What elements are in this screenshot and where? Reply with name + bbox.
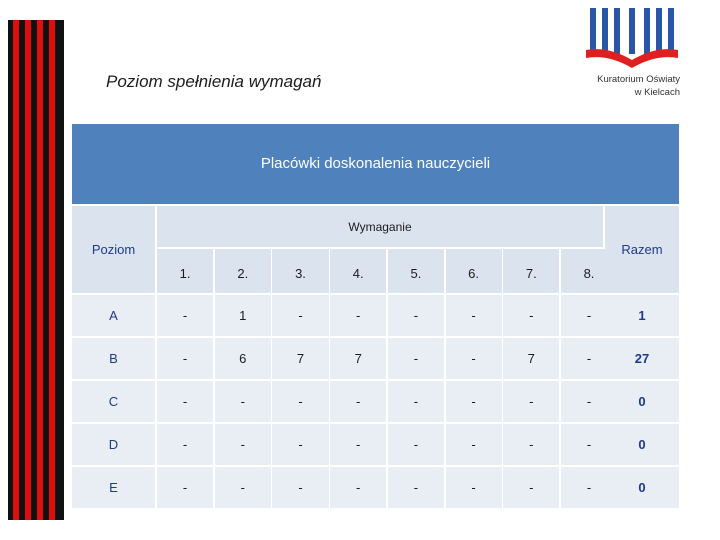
- row-header: Poziom: [91, 242, 136, 257]
- row-header-cell: [72, 206, 155, 293]
- total-header: Razem: [621, 242, 663, 257]
- table-cell: -: [272, 424, 328, 465]
- table-cell: -: [503, 467, 559, 508]
- table-cell: -: [330, 467, 386, 508]
- row-total: 0: [605, 381, 679, 422]
- table-cell: -: [388, 467, 444, 508]
- column-header: 4.: [330, 249, 386, 293]
- column-header: 6.: [446, 249, 502, 293]
- table-cell: -: [215, 381, 271, 422]
- table-cell: 6: [215, 338, 271, 379]
- decorative-stripes: [8, 20, 64, 520]
- table-cell: -: [330, 424, 386, 465]
- row-total: 27: [605, 338, 679, 379]
- table-cell: 7: [503, 338, 559, 379]
- table-cell: -: [388, 424, 444, 465]
- row-level-label: B: [72, 338, 155, 379]
- row-level-label: A: [72, 295, 155, 336]
- row-level-label: C: [72, 381, 155, 422]
- table-cell: -: [157, 338, 213, 379]
- table-cell: -: [503, 381, 559, 422]
- table-cell: -: [446, 467, 502, 508]
- table-cell: 7: [330, 338, 386, 379]
- table-cell: -: [215, 424, 271, 465]
- row-total: 0: [605, 467, 679, 508]
- table-cell: -: [272, 381, 328, 422]
- column-header: 3.: [272, 249, 328, 293]
- table-cell: -: [561, 381, 617, 422]
- table-cell: -: [446, 381, 502, 422]
- table-cell: -: [157, 424, 213, 465]
- row-total: 0: [605, 424, 679, 465]
- table-cell: -: [157, 381, 213, 422]
- table-cell: -: [446, 424, 502, 465]
- column-header: 5.: [388, 249, 444, 293]
- table-title: Placówki doskonalenia nauczycieli: [260, 155, 491, 172]
- table-cell: -: [215, 467, 271, 508]
- table-cell: 1: [215, 295, 271, 336]
- table-cell: -: [157, 467, 213, 508]
- table-cell: -: [561, 295, 617, 336]
- table-cell: -: [330, 381, 386, 422]
- organization-name-line1: Kuratorium Oświaty: [597, 74, 680, 85]
- row-level-label: E: [72, 467, 155, 508]
- table-cell: -: [272, 467, 328, 508]
- table-cell: -: [561, 467, 617, 508]
- group-header: Wymaganie: [348, 219, 412, 234]
- table-cell: -: [561, 338, 617, 379]
- row-level-label: D: [72, 424, 155, 465]
- results-table: [72, 204, 679, 508]
- table-cell: -: [330, 295, 386, 336]
- book-logo-icon: [584, 2, 680, 70]
- table-cell: -: [388, 381, 444, 422]
- table-cell: -: [157, 295, 213, 336]
- table-cell: -: [446, 338, 502, 379]
- group-header-cell: [157, 206, 603, 247]
- table-cell: 7: [272, 338, 328, 379]
- organization-name-line2: w Kielcach: [634, 87, 680, 98]
- column-header: 8.: [561, 249, 617, 293]
- row-total: 1: [605, 295, 679, 336]
- column-header: 7.: [503, 249, 559, 293]
- organization-name: [560, 73, 680, 99]
- column-header: 2.: [215, 249, 271, 293]
- table-cell: -: [388, 295, 444, 336]
- column-header: 1.: [157, 249, 213, 293]
- table-cell: -: [561, 424, 617, 465]
- table-cell: -: [388, 338, 444, 379]
- table-cell: -: [503, 295, 559, 336]
- slide-title: Poziom spełnienia wymagań: [106, 72, 322, 91]
- table-cell: -: [272, 295, 328, 336]
- table-cell: -: [446, 295, 502, 336]
- table-cell: -: [503, 424, 559, 465]
